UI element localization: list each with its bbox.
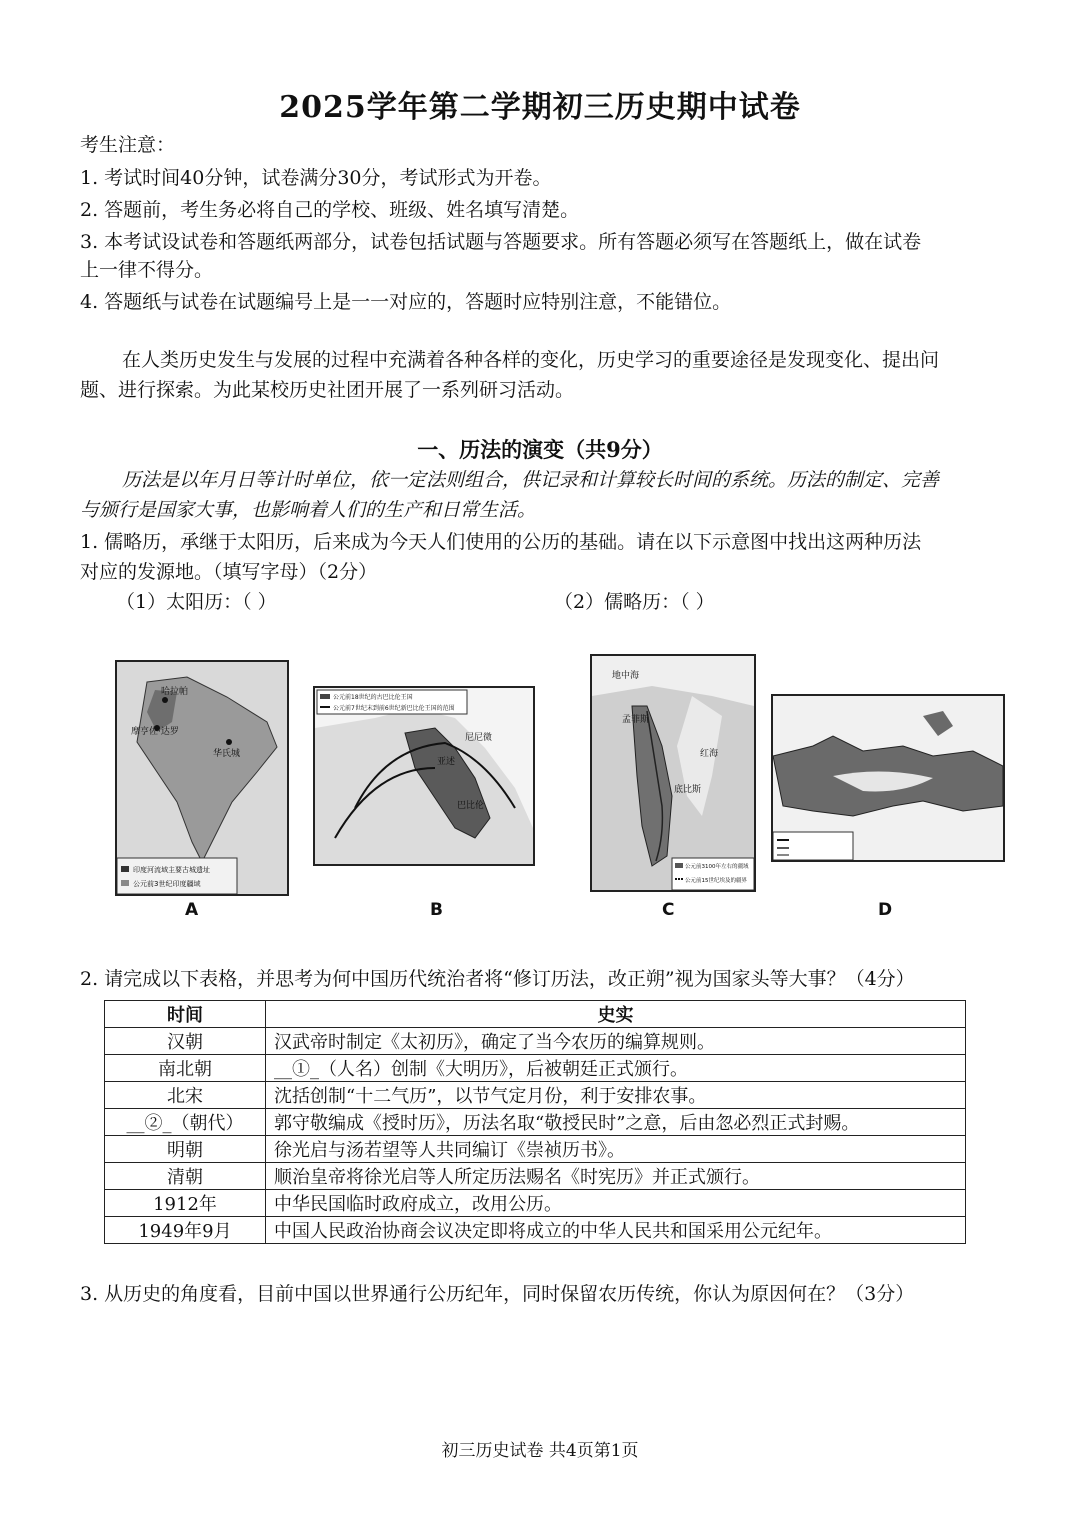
map-c-label: 孟菲斯 [622, 715, 650, 725]
map-d-letter: D [878, 900, 893, 920]
table-header-fact: 史实 [266, 1001, 966, 1028]
map-b-mesopotamia [313, 686, 535, 866]
table-cell-time: 汉朝 [105, 1028, 266, 1055]
section-heading: 一、历法的演变（共9分） [417, 437, 663, 462]
map-a-label: 哈拉帕 [161, 687, 189, 697]
map-b-label: 尼尼微 [465, 733, 493, 743]
table-row [105, 1217, 966, 1244]
map-c-letter: C [662, 900, 675, 920]
section-desc: 历法是以年月日等计时单位，依一定法则组合，供记录和计算较长时间的系统。历法的制定、完善 [122, 469, 940, 491]
notice-item: 1. 考试时间40分钟，试卷满分30分，考试形式为开卷。 [80, 167, 552, 189]
notice-item: 2. 答题前，考生务必将自己的学校、班级、姓名填写清楚。 [80, 199, 580, 221]
intro-line: 题、进行探索。为此某校历史社团开展了一系列研习活动。 [80, 379, 575, 401]
table-row [105, 1082, 966, 1109]
history-table [104, 1000, 966, 1244]
answer-blank-2[interactable]: （2）儒略历：（ ） [554, 591, 715, 613]
map-c-egypt [590, 654, 756, 892]
map-c-label: 底比斯 [674, 785, 702, 795]
table-cell-fact: 汉武帝时制定《太初历》，确定了当今农历的编算规则。 [266, 1028, 966, 1055]
answer-blank-1[interactable]: （1）太阳历：（ ） [116, 591, 277, 613]
table-cell-time: 清朝 [105, 1163, 266, 1190]
map-b-legend: 公元前18世纪的古巴比伦王国 [333, 694, 413, 701]
table-cell-time: 1949年9月 [105, 1217, 266, 1244]
table-row [105, 1028, 966, 1055]
map-a-india [115, 660, 289, 896]
table-header-time: 时间 [105, 1001, 266, 1028]
table-cell-fact: 顺治皇帝将徐光启等人所定历法赐名《时宪历》并正式颁行。 [266, 1163, 966, 1190]
map-a-label: 摩亨佐·达罗 [131, 727, 179, 737]
question-2: 2. 请完成以下表格，并思考为何中国历代统治者将“修订历法，改正朔”视为国家头等大事？（4分） [80, 968, 915, 990]
table-cell-time: 1912年 [105, 1190, 266, 1217]
table-cell-time: 明朝 [105, 1136, 266, 1163]
question-1: 1. 儒略历，承继于太阳历，后来成为今天人们使用的公历的基础。请在以下示意图中找出这两种历法 [80, 531, 922, 553]
table-cell-fact: 中华民国临时政府成立，改用公历。 [266, 1190, 966, 1217]
map-b-label: 亚述 [437, 757, 456, 767]
notice-item: 3. 本考试设试卷和答题纸两部分，试卷包括试题与答题要求。所有答题必须写在答题纸上，做在试卷 [80, 231, 922, 253]
table-cell-time: 南北朝 [105, 1055, 266, 1082]
table-cell-fact: 中国人民政治协商会议决定即将成立的中华人民共和国采用公元纪年。 [266, 1217, 966, 1244]
table-cell-fact: 徐光启与汤若望等人共同编订《崇祯历书》。 [266, 1136, 966, 1163]
map-a-letter: A [185, 900, 199, 920]
map-b-legend: 公元前7世纪末到前6世纪新巴比伦王国的范围 [333, 705, 455, 712]
table-row [105, 1136, 966, 1163]
page-footer: 初三历史试卷 共4页第1页 [441, 1441, 639, 1461]
table-cell-fact: 沈括创制“十二气历”，以节气定月份，利于安排农事。 [266, 1082, 966, 1109]
map-c-label: 地中海 [612, 671, 640, 681]
table-cell-time[interactable]: __②_（朝代） [105, 1109, 266, 1136]
map-c-label: 红海 [700, 749, 719, 759]
question-1: 对应的发源地。（填写字母）（2分） [80, 561, 378, 583]
table-row [105, 1055, 966, 1082]
map-a-legend: 印度河流域主要古城遗址 [133, 866, 210, 874]
map-b-letter: B [430, 900, 443, 920]
table-header-row [105, 1001, 966, 1028]
table-cell-fact[interactable]: __①_（人名）创制《大明历》，后被朝廷正式颁行。 [266, 1055, 966, 1082]
notice-item: 上一律不得分。 [80, 259, 214, 281]
notice-item: 4. 答题纸与试卷在试题编号上是一一对应的，答题时应特别注意，不能错位。 [80, 291, 732, 313]
intro-line: 在人类历史发生与发展的过程中充满着各种各样的变化，历史学习的重要途径是发现变化、提出问 [122, 349, 940, 371]
map-c-legend: 公元前3100年左右的疆域 [685, 864, 749, 870]
section-desc: 与颁行是国家大事，也影响着人们的生产和日常生活。 [80, 499, 537, 521]
map-b-label: 巴比伦 [457, 801, 485, 811]
map-a-legend: 公元前3世纪印度疆域 [133, 880, 201, 888]
table-row [105, 1190, 966, 1217]
question-3: 3. 从历史的角度看，目前中国以世界通行公历纪年，同时保留农历传统，你认为原因何在？（3分） [80, 1283, 915, 1305]
table-row [105, 1163, 966, 1190]
map-d-rome [771, 694, 1005, 862]
table-row [105, 1109, 966, 1136]
page-title: 2025学年第二学期初三历史期中试卷 [279, 90, 801, 125]
table-cell-time: 北宋 [105, 1082, 266, 1109]
notice-heading: 考生注意： [80, 134, 176, 156]
map-a-label: 华氏城 [213, 749, 241, 759]
map-c-legend: 公元前15世纪埃及的疆界 [685, 878, 747, 884]
table-cell-fact: 郭守敬编成《授时历》，历法名取“敬授民时”之意，后由忽必烈正式封赐。 [266, 1109, 966, 1136]
